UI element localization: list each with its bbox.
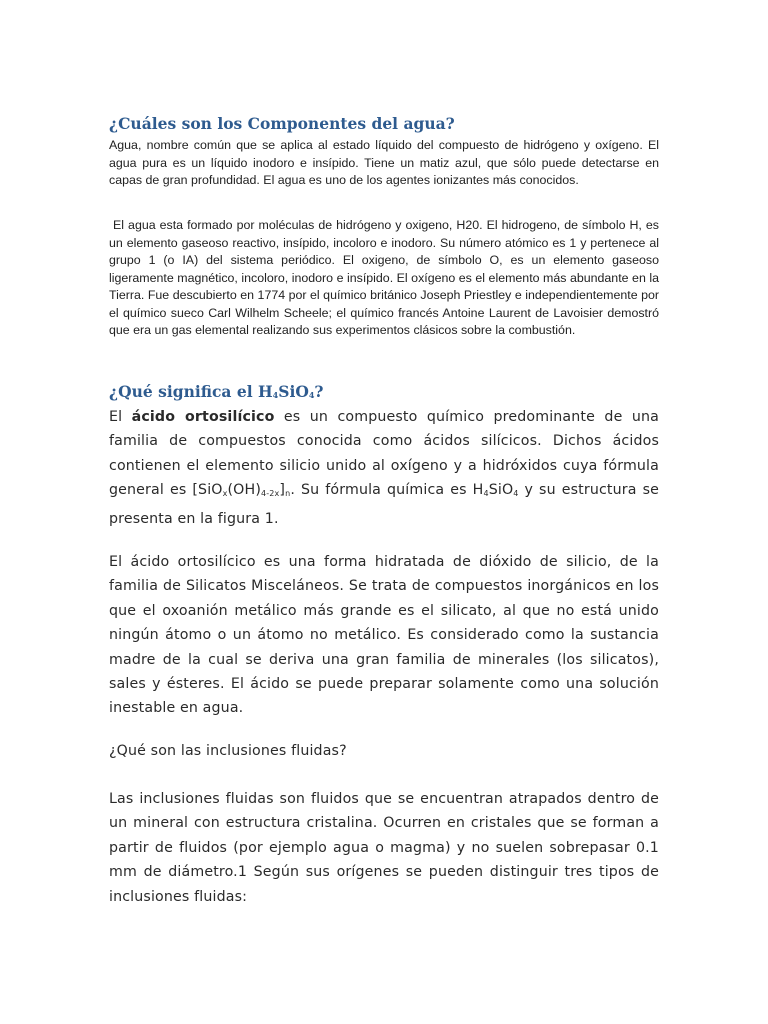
paragraph-fluid-inclusions: Las inclusiones fluidas son fluidos que se encuentran atrapados dentro de un mineral con estructura cristalina. Ocurren en cristales que se forman a partir de fluidos (por ejemplo agua o magma) y no suelen sobrepasar 0.1 mm de diámetro.1 Según sus orígenes se pueden distinguir tres tipos de inclusiones fluidas:	[109, 791, 659, 905]
paragraph-orthosilicic-hydrated: El ácido ortosilícico es una forma hidratada de dióxido de silicio, de la familia de Silicatos Misceláneos. Se trata de compuestos inorgánicos en los que el oxoanión metálico más grande es el silicato, al que no está unido ningún átomo o un átomo no metálico. Es considerado como la sustancia madre de la cual se deriva una gran familia de minerales (los silicatos), sales y ésteres. El ácido se puede preparar solamente como una solución inestable en agua.	[109, 554, 659, 717]
section-heading-components: ¿Cuáles son los Componentes del agua?	[109, 114, 455, 133]
paragraph-water-composition: El agua esta formado por moléculas de hidrógeno y oxigeno, H20. El hidrogeno, de símbolo H, es un elemento gaseoso reactivo, insípido, incoloro e inodoro. Su número atómico es 1 y pertenece al grupo 1 (o IA) del sistema periódico. El oxigeno, de símbolo O, es un elemento gaseoso ligeramente magnético, incoloro, inodoro e insípido. El oxígeno es el elemento más abundante en la Tierra. Fue descubierto en 1774 por el químico británico Joseph Priestley e independientemente por el químico sueco Carl Wilhelm Scheele; el químico francés Antoine Laurent de Lavoisier demostró que era un gas elemental realizando sus experimentos clásicos sobre la combustión.	[109, 218, 659, 337]
paragraph-water-definition: Agua, nombre común que se aplica al estado líquido del compuesto de hidrógeno y oxígeno. El agua pura es un líquido inodoro e insípido. Tiene un matiz azul, que sólo puede detectarse en capas de gran profundidad. El agua es uno de los agentes ionizantes más conocidos.	[109, 138, 659, 187]
question-fluid-inclusions: ¿Qué son las inclusiones fluidas?	[109, 743, 347, 759]
section-heading-h4sio4: ¿Qué significa el $H_4SiO_4$?	[109, 382, 324, 401]
paragraph-orthosilicic-definition: El ácido ortosilícico es un compuesto químico predominante de una familia de compuestos conocida como ácidos silícicos. Dichos ácidos contienen el elemento silicio unido al oxígeno y a hidróxidos cuya fórmula general es $[SiO_x(OH)_{4-2x}]_n$. Su fórmula química es $H_4SiO_4$ y su estructura se presenta en la figura 1.	[109, 409, 659, 527]
